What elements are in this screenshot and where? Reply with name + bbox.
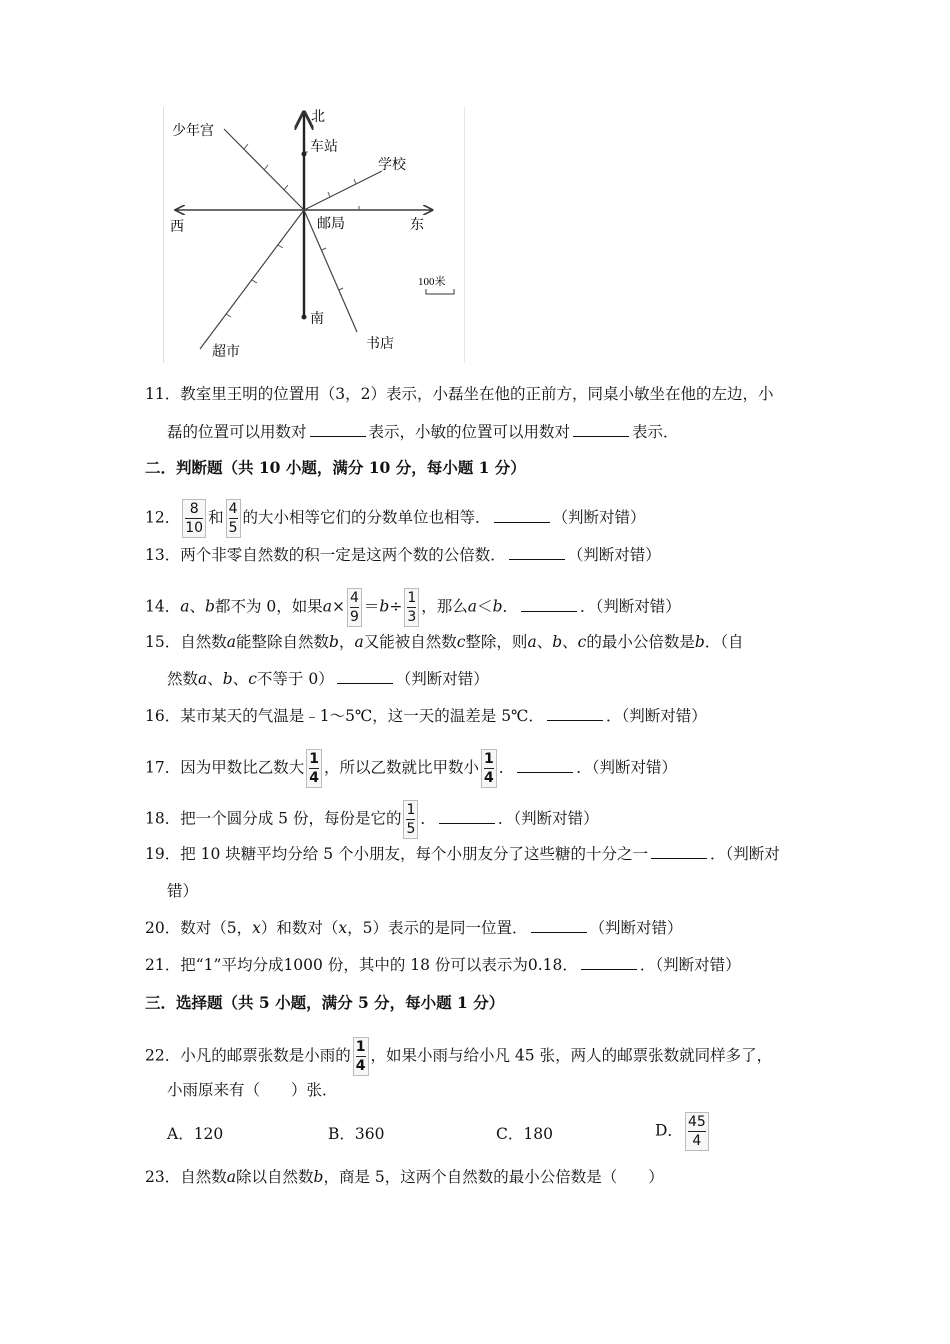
section-2-heading: 二．判断题（共 10 小题，满分 10 分，每小题 1 分） [145,458,526,477]
question-23: 23．自然数a除以自然数b，商是 5，这两个自然数的最小公倍数是（ ） [145,1168,664,1186]
fraction: $\frac{45}{4}$ [685,1112,709,1151]
question-21: 21．把“1”平均分成1000 份，其中的 18 份可以表示为0.18． ．（判断对错） [145,956,741,974]
question-11-line2: 磊的位置可以用数对 表示，小敏的位置可以用数对 表示． [167,423,679,441]
label-post-office: 邮局 [317,217,345,232]
option-d[interactable]: D． $\frac{45}{4}$ [655,1112,711,1151]
fraction: $\frac{1}{5}$ [403,800,418,839]
fraction: $\frac{4}{5}$ [226,499,241,538]
answer-blank[interactable] [521,597,577,612]
position-map-figure [163,107,465,363]
option-c[interactable]: C．180 [496,1125,553,1143]
fraction: $\frac{1}{4}$ [306,749,322,788]
label-bookstore: 书店 [366,337,394,352]
label-east: 东 [410,218,424,233]
question-22: 22．小凡的邮票张数是小雨的 $\frac{1}{4}$ ，如果小雨与给小凡 45 张，两人的邮票张数就同样多了， [145,1039,773,1074]
label-south: 南 [310,312,324,327]
label-youth-palace: 少年宫 [172,124,214,139]
label-west: 西 [170,220,184,235]
label-school: 学校 [378,158,406,173]
ray-school [304,171,382,210]
scale-bar [426,289,454,294]
answer-blank[interactable] [509,545,565,560]
answer-blank[interactable] [547,706,603,721]
question-16: 16．某市某天的气温是﹣1～5℃，这一天的温差是 5℃． ．（判断对错） [145,707,707,725]
question-14: 14．a、b都不为 0，如果a× $\frac{4}{9}$ ＝b÷ $\frac{1}{3}$ ，那么a＜b． ．（判断对错） [145,590,681,625]
question-20: 20．数对（5，x）和数对（x，5）表示的是同一位置． （判断对错） [145,919,683,937]
question-13: 13．两个非零自然数的积一定是这两个数的公倍数． （判断对错） [145,546,661,564]
answer-blank[interactable] [531,918,587,933]
question-17: 17．因为甲数比乙数大 $\frac{1}{4}$ ，所以乙数就比甲数小 $\frac{1}{4}$ ． ．（判断对错） [145,751,678,786]
answer-blank[interactable] [494,508,550,523]
answer-blank[interactable] [573,422,629,437]
label-station: 车站 [310,140,338,155]
option-a[interactable]: A．120 [167,1125,224,1143]
answer-blank[interactable] [439,809,495,824]
question-19: 19．把 10 块糖平均分给 5 个小朋友，每个小朋友分了这些糖的十分之一 ．（判断对 [145,845,780,863]
fraction: $\frac{1}{4}$ [353,1037,369,1076]
answer-blank[interactable] [651,844,707,859]
label-scale: 100米 [418,276,446,288]
question-18: 18．把一个圆分成 5 份，每份是它的 $\frac{1}{5}$ ． ．（判断对错） [145,802,599,837]
fraction: $\frac{1}{4}$ [481,749,497,788]
question-19-line2: 错） [167,882,199,900]
answer-blank[interactable] [310,422,366,437]
section-3-heading: 三．选择题（共 5 小题，满分 5 分，每小题 1 分） [145,993,505,1012]
ray-supermarket [200,210,304,349]
label-north: 北 [311,110,325,125]
question-15-line2: 然数a、b、c不等于 0） （判断对错） [167,670,489,688]
question-12: 12． $\frac{8}{10}$ 和 $\frac{4}{5}$ 的大小相等它们的分数单位也相等． （判断对错） [145,501,646,536]
label-supermarket: 超市 [212,345,240,360]
question-11: 11．教室里王明的位置用（3，2）表示，小磊坐在他的正前方，同桌小敏坐在他的左边，小 [145,385,774,403]
question-22-line2: 小雨原来有（ ）张． [167,1081,338,1099]
fraction: $\frac{4}{9}$ [347,588,362,627]
fraction: $\frac{1}{3}$ [404,588,419,627]
option-b[interactable]: B．360 [328,1125,385,1143]
answer-blank[interactable] [581,955,637,970]
question-15: 15．自然数a能整除自然数b，a又能被自然数c整除，则a、b、c的最小公倍数是b．（自 [145,633,744,651]
answer-blank[interactable] [337,669,393,684]
fraction: $\frac{8}{10}$ [182,499,206,538]
answer-blank[interactable] [517,758,573,773]
